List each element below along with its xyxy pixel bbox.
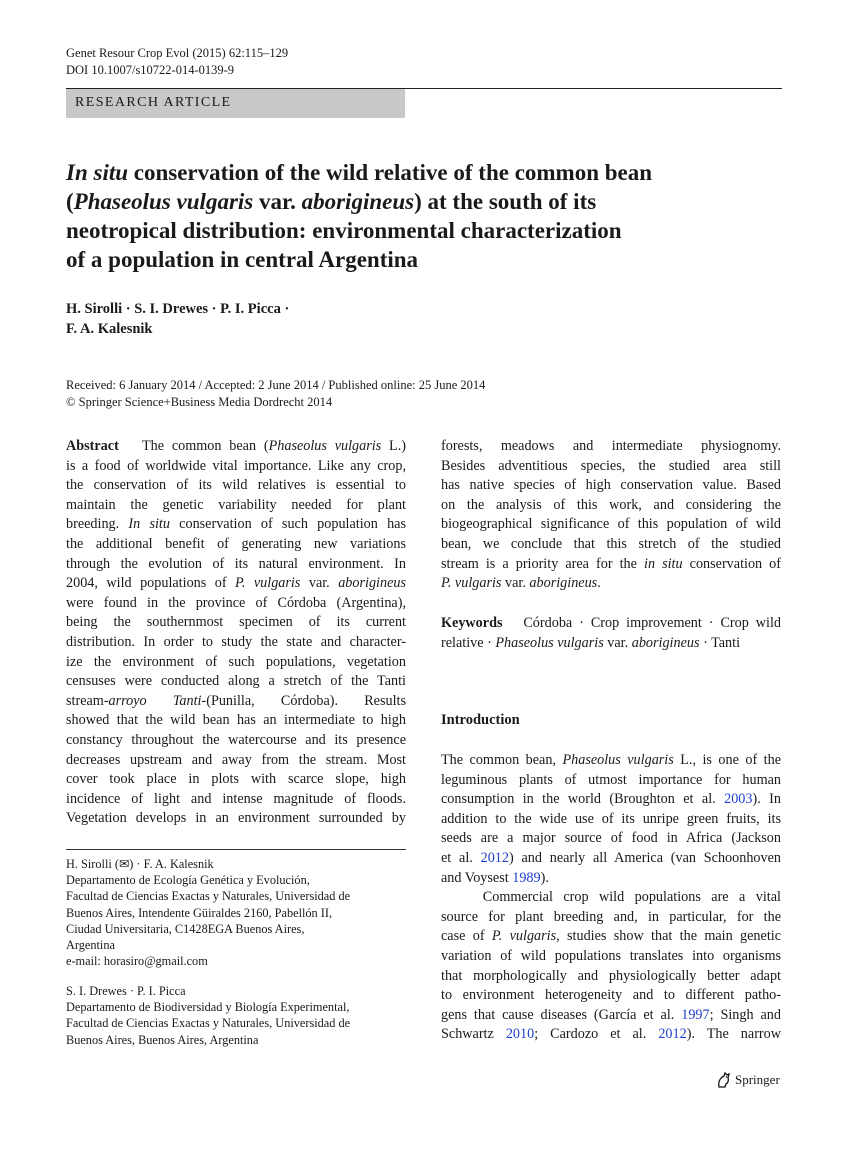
introduction-body: The common bean, Phaseolus vulgaris L., is one of the leguminous plants of utmost importance for human consumption in the world (Broughton et al. 2003). In addition to the wide use of its unripe green fruits, its seeds are a major source of food in Africa (Jackson et al. 2012) and nearly all America (van Schoonhoven and Voysest 1989). Commercial crop wild populations are a vital source for plant breeding and, in particular, for the case of P. vulgaris, studies show that the main genetic variation of wild populations translates into organisms that morphologically and physiologically better adapt to environment heterogeneity and to different patho- gens that cause diseases (García et al. 1997; Singh and Schwartz 2010; Cardozo et al. 2012). The narrow xyxy=(441,752,782,1043)
author-line[interactable]: F. A. Kalesnik xyxy=(66,321,153,337)
abstract-left-column: Abstract The common bean (Phaseolus vulgaris L.) is a food of worldwide vital importance. Like any crop, the conservation of its wild relatives is essential to maintain the genetic variability needed for plant breeding. In situ conservation of such population has the additional benefit of generating new variations through the evolution of its natural environment. In 2004, wild populations of P. vulgaris var. aborigineus were found in the province of Córdoba (Argentina), being the southernmost specimen of its current distribution. In order to study the state and character- ize the environment of such populations, vegetation censuses were conducted along a stretch of the Tanti stream-arroyo Tanti-(Punilla, Córdoba). Results showed that the wild bean has an intermediate to high constancy throughout the watercourse and its presence decreases upstream and away from the stream. Most cover took place in plots with scarce slope, high incidence of light and intense magnitude of floods. Vegetation develops in an environment surrounded by xyxy=(66,438,406,827)
citation-link[interactable]: 2012 xyxy=(658,1026,687,1043)
keywords-label: Keywords xyxy=(441,615,503,631)
abstract-right-column: forests, meadows and intermediate physiognomy. Besides adventitious species, the studied area still has native species of high conservation value. Based on the analysis of this work, and considering the biogeographical significance of this population of wild bean, we conclude that this stretch of the studied stream is a priority area for the in situ conservation of P. vulgaris var. aborigineus. xyxy=(441,438,782,592)
citation-link[interactable]: 1989 xyxy=(512,869,541,886)
footnote-rule xyxy=(66,849,406,850)
citation-link[interactable]: 2003 xyxy=(724,791,753,808)
keywords-block: Keywords Córdoba · Crop improvement · Crop wild relative · Phaseolus vulgaris var. aborigineus · Tanti xyxy=(441,615,781,651)
article-type-label: RESEARCH ARTICLE xyxy=(75,95,232,110)
affiliation-block: H. Sirolli (✉) · F. A. Kalesnik Departamento de Ecología Genética y Evolución, Facultad de Ciencias Exactas y Naturales, Universidad de Buenos Aires, Intendente Güiraldes 2160, Pabellón II, Ciudad Universitaria, C1428EGA Buenos Aires, Argentina e-mail: horasiro@gmail.com xyxy=(66,856,406,969)
affiliation-block: S. I. Drewes · P. I. Picca Departamento de Biodiversidad y Biología Experimental, Facultad de Ciencias Exactas y Naturales, Universidad de Buenos Aires, Buenos Aires, Argentina xyxy=(66,984,351,1047)
publisher-logo xyxy=(716,1071,780,1089)
author-line[interactable]: H. Sirolli · S. I. Drewes · P. I. Picca · xyxy=(66,301,290,317)
journal-citation: Genet Resour Crop Evol (2015) 62:115–129 xyxy=(66,46,289,60)
publication-dates: Received: 6 January 2014 / Accepted: 2 June 2014 / Published online: 25 June 2014 © Springer Science+Business Media Dordrecht 2014 xyxy=(66,378,486,409)
citation-link[interactable]: 1997 xyxy=(681,1006,710,1023)
citation-link[interactable]: 2012 xyxy=(480,849,509,866)
article-title: In situ conservation of the wild relative of the common bean (Phaseolus vulgaris var. aborigineus) at the south of its neotropical distribution: environmental characterization of a population in central Argentina xyxy=(66,160,653,272)
email-link[interactable]: e-mail: horasiro@gmail.com xyxy=(66,954,208,969)
journal-doi[interactable]: DOI 10.1007/s10722-014-0139-9 xyxy=(66,63,235,77)
introduction-heading: Introduction xyxy=(441,712,520,728)
citation-link[interactable]: 2010 xyxy=(505,1026,535,1043)
author-list xyxy=(66,299,289,339)
article-type-band xyxy=(66,89,405,118)
publisher-name: Springer xyxy=(735,1072,780,1087)
springer-horse-icon xyxy=(716,1071,732,1089)
abstract-label: Abstract xyxy=(66,438,119,454)
